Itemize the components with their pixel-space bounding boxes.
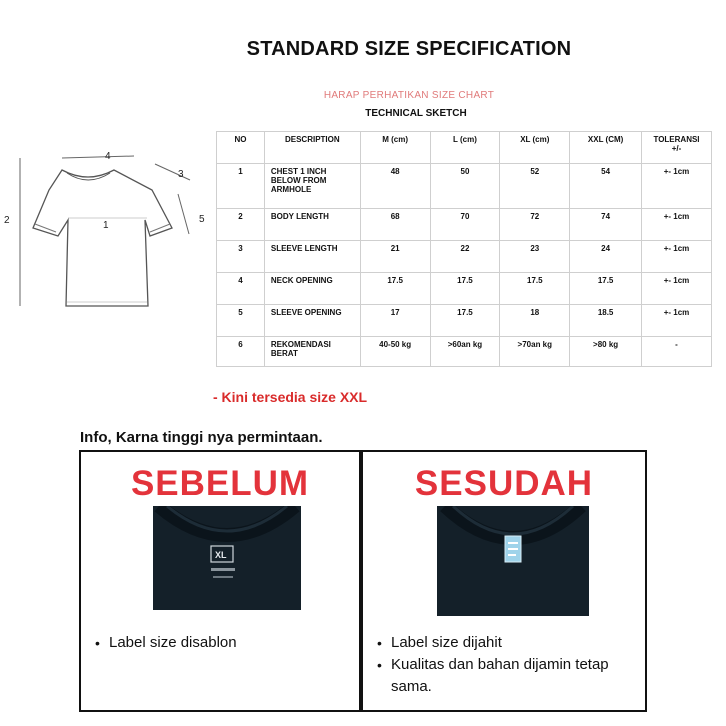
cell-l: 22 xyxy=(430,241,500,273)
before-panel xyxy=(79,450,361,712)
before-bullet-text: Label size disablon xyxy=(109,634,237,651)
sketch-label-3: 3 xyxy=(178,169,184,180)
cell-l: 70 xyxy=(430,209,500,241)
bullet-icon: • xyxy=(377,635,382,651)
table-row xyxy=(217,337,712,367)
cell-xl: 72 xyxy=(500,209,570,241)
cell-toleransi: +- 1cm xyxy=(642,305,712,337)
after-bullet-list xyxy=(377,632,627,698)
after-bullet-text: Kualitas dan bahan dijamin tetap sama. xyxy=(391,656,609,695)
cell-m: 17 xyxy=(360,305,430,337)
cell-no: 3 xyxy=(217,241,265,273)
cell-xl: 52 xyxy=(500,164,570,209)
cell-xxl: 17.5 xyxy=(570,273,642,305)
cell-m: 40-50 kg xyxy=(360,337,430,367)
cell-xl: 17.5 xyxy=(500,273,570,305)
printed-label-photo xyxy=(153,506,301,610)
cell-xxl: 18.5 xyxy=(570,305,642,337)
xxl-availability-note: - Kini tersedia size XXL xyxy=(213,389,368,405)
header-xxl: XXL (CM) xyxy=(570,132,642,164)
after-bullet-text: Label size dijahit xyxy=(391,634,502,651)
cell-no: 6 xyxy=(217,337,265,367)
tshirt-sketch-illustration xyxy=(0,150,215,320)
size-spec-table xyxy=(216,131,712,367)
technical-sketch-heading: TECHNICAL SKETCH xyxy=(365,108,467,119)
cell-description: NECK OPENING xyxy=(264,273,360,305)
header-toleransi: TOLERANSI +/- xyxy=(642,132,712,164)
cell-l: 17.5 xyxy=(430,305,500,337)
cell-toleransi: +- 1cm xyxy=(642,241,712,273)
sketch-label-4: 4 xyxy=(105,151,111,162)
cell-xl: 18 xyxy=(500,305,570,337)
cell-xxl: 54 xyxy=(570,164,642,209)
header-description: DESCRIPTION xyxy=(264,132,360,164)
table-row xyxy=(217,164,712,209)
table-header-row xyxy=(217,132,712,164)
table-row xyxy=(217,209,712,241)
header-l: L (cm) xyxy=(430,132,500,164)
tshirt-technical-sketch xyxy=(0,150,215,320)
cell-xxl: 74 xyxy=(570,209,642,241)
table-row xyxy=(217,273,712,305)
cell-xl: >70an kg xyxy=(500,337,570,367)
cell-no: 5 xyxy=(217,305,265,337)
cell-toleransi: +- 1cm xyxy=(642,273,712,305)
cell-m: 68 xyxy=(360,209,430,241)
cell-description: SLEEVE LENGTH xyxy=(264,241,360,273)
sewn-label-photo xyxy=(437,506,589,616)
page-title: STANDARD SIZE SPECIFICATION xyxy=(246,38,572,60)
header-no: NO xyxy=(217,132,265,164)
cell-m: 21 xyxy=(360,241,430,273)
sketch-label-5: 5 xyxy=(199,214,205,225)
cell-m: 17.5 xyxy=(360,273,430,305)
cell-xxl: >80 kg xyxy=(570,337,642,367)
cell-l: 17.5 xyxy=(430,273,500,305)
list-item xyxy=(95,632,237,654)
sketch-label-2: 2 xyxy=(4,215,10,226)
header-m: M (cm) xyxy=(360,132,430,164)
cell-no: 1 xyxy=(217,164,265,209)
cell-description: BODY LENGTH xyxy=(264,209,360,241)
cell-l: >60an kg xyxy=(430,337,500,367)
info-heading: Info, Karna tinggi nya permintaan. xyxy=(80,429,323,446)
size-chart-notice: HARAP PERHATIKAN SIZE CHART xyxy=(323,90,495,101)
before-title: SEBELUM xyxy=(130,464,310,503)
cell-toleransi: +- 1cm xyxy=(642,164,712,209)
after-panel xyxy=(361,450,647,712)
before-bullet-list xyxy=(95,632,237,654)
cell-toleransi: - xyxy=(642,337,712,367)
bullet-icon: • xyxy=(95,635,100,651)
cell-l: 50 xyxy=(430,164,500,209)
cell-no: 4 xyxy=(217,273,265,305)
table-row xyxy=(217,305,712,337)
header-xl: XL (cm) xyxy=(500,132,570,164)
cell-description: CHEST 1 INCH BELOW FROM ARMHOLE xyxy=(264,164,360,209)
after-title: SESUDAH xyxy=(414,464,594,503)
cell-no: 2 xyxy=(217,209,265,241)
cell-description: SLEEVE OPENING xyxy=(264,305,360,337)
cell-xxl: 24 xyxy=(570,241,642,273)
list-item xyxy=(377,654,627,698)
cell-description: REKOMENDASI BERAT xyxy=(264,337,360,367)
table-row xyxy=(217,241,712,273)
cell-m: 48 xyxy=(360,164,430,209)
label-size-text: XL xyxy=(215,550,227,560)
list-item xyxy=(377,632,627,654)
sketch-label-1: 1 xyxy=(103,220,109,231)
cell-xl: 23 xyxy=(500,241,570,273)
cell-toleransi: +- 1cm xyxy=(642,209,712,241)
bullet-icon: • xyxy=(377,657,382,673)
